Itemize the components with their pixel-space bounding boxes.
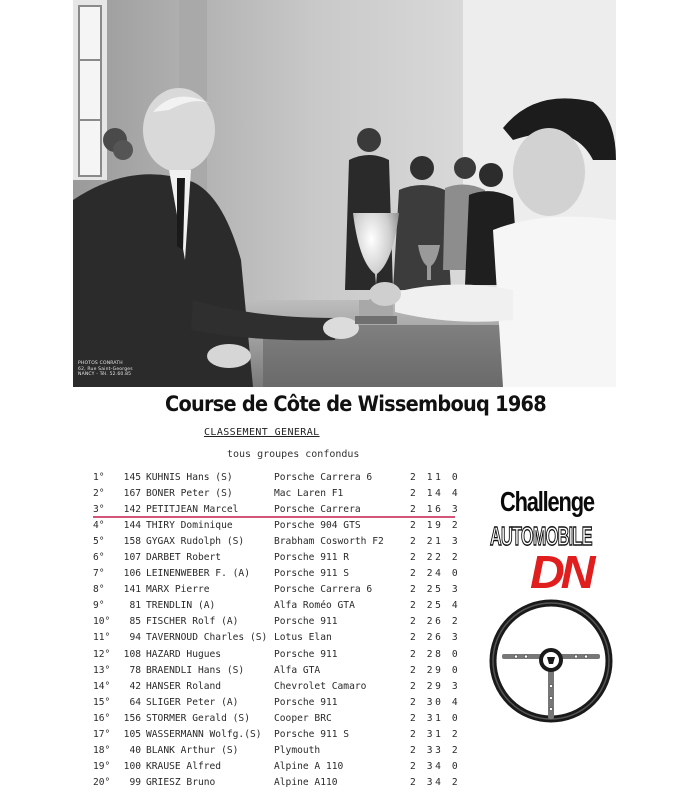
result-time: 2 16 3 <box>410 504 461 516</box>
result-time: 2 11 0 <box>410 472 461 483</box>
section-heading: CLASSEMENT GENERAL <box>204 427 320 438</box>
result-driver: HANSER Roland <box>146 680 222 692</box>
result-car: Cooper BRC <box>274 712 332 724</box>
result-car: Alpine A 110 <box>274 760 344 772</box>
result-number: 167 <box>123 488 141 500</box>
result-time: 2 34 0 <box>410 760 461 772</box>
result-position: 9° <box>93 600 105 612</box>
result-position: 6° <box>93 552 105 564</box>
result-number: 144 <box>123 520 141 532</box>
result-number: 158 <box>123 536 141 548</box>
result-row <box>88 600 468 616</box>
result-car: Porsche 911 S <box>274 728 350 740</box>
result-position: 7° <box>93 568 105 580</box>
result-driver: GYGAX Rudolph (S) <box>146 536 245 548</box>
result-car: Alpine A110 <box>274 776 338 788</box>
result-car: Porsche 911 <box>274 696 338 708</box>
result-time: 2 31 2 <box>410 728 461 740</box>
result-driver: HAZARD Hugues <box>146 648 222 660</box>
result-number: 108 <box>123 648 141 660</box>
result-number: 99 <box>129 776 141 788</box>
logo-challenge-text: Challenge <box>500 486 594 517</box>
result-driver: KRAUSE Alfred <box>146 760 222 772</box>
logo-automobile-text: AUTOMOBILE <box>490 521 592 551</box>
result-position: 11° <box>93 632 111 644</box>
result-position: 8° <box>93 584 105 596</box>
result-driver: WASSERMANN Wolfg.(S) <box>146 728 262 740</box>
result-row <box>88 697 468 713</box>
result-row <box>88 649 468 665</box>
result-row <box>88 761 468 777</box>
result-row <box>88 745 468 761</box>
result-number: 40 <box>129 744 141 756</box>
result-car: Alfa Roméo GTA <box>274 600 355 612</box>
section-subheading: tous groupes confondus <box>227 449 360 460</box>
result-time: 2 28 0 <box>410 648 461 660</box>
result-number: 156 <box>123 712 141 724</box>
result-time: 2 34 2 <box>410 776 461 788</box>
result-row <box>88 616 468 632</box>
result-position: 16° <box>93 712 111 724</box>
result-time: 2 24 0 <box>410 568 461 580</box>
result-driver: FISCHER Rolf (A) <box>146 616 239 628</box>
result-time: 2 21 3 <box>410 536 461 548</box>
result-car: Mac Laren F1 <box>274 488 344 500</box>
result-driver: MARX Pierre <box>146 584 210 596</box>
result-driver: STORMER Gerald (S) <box>146 712 250 724</box>
photo-credit-line: NANCY - Tél. 52.60.85 <box>78 372 132 377</box>
result-time: 2 29 0 <box>410 664 461 676</box>
document-title: Course de Côte de Wissembouq 1968 <box>165 392 546 416</box>
result-number: 81 <box>129 600 141 612</box>
result-position: 5° <box>93 536 105 548</box>
result-car: Porsche 911 <box>274 616 338 628</box>
photo-credit-line: 62, Rue Saint-Georges <box>78 366 133 372</box>
highlight-underline <box>93 516 455 518</box>
result-car: Porsche Carrera 6 <box>274 472 373 483</box>
result-position: 1° <box>93 472 105 483</box>
challenge-automobile-dn-logo <box>472 474 632 744</box>
result-time: 2 26 2 <box>410 616 461 628</box>
results-table <box>88 472 468 793</box>
result-row <box>88 568 468 584</box>
result-number: 64 <box>129 696 141 708</box>
result-driver: BLANK Arthur (S) <box>146 744 239 756</box>
result-row <box>88 713 468 729</box>
result-number: 106 <box>123 568 141 580</box>
result-number: 145 <box>123 472 141 483</box>
result-time: 2 14 4 <box>410 488 461 500</box>
result-position: 3° <box>93 504 105 516</box>
result-position: 19° <box>93 760 111 772</box>
result-driver: TRENDLIN (A) <box>146 600 216 612</box>
result-position: 20° <box>93 776 111 788</box>
result-position: 14° <box>93 680 111 692</box>
result-number: 94 <box>129 632 141 644</box>
result-time: 2 30 4 <box>410 696 461 708</box>
result-driver: BONER Peter (S) <box>146 488 233 500</box>
result-number: 142 <box>123 504 141 516</box>
trophy-photo <box>73 0 616 387</box>
result-position: 17° <box>93 728 111 740</box>
result-position: 4° <box>93 520 105 532</box>
photo-credit <box>78 361 148 378</box>
result-driver: PETITJEAN Marcel <box>146 504 239 516</box>
result-car: Porsche 904 GTS <box>274 520 361 532</box>
result-position: 2° <box>93 488 105 500</box>
result-position: 12° <box>93 648 111 660</box>
result-row <box>88 520 468 536</box>
trophy-ceremony-image <box>73 0 616 387</box>
result-number: 141 <box>123 584 141 596</box>
result-row <box>88 681 468 697</box>
steering-wheel-icon <box>486 596 616 726</box>
result-row <box>88 504 468 520</box>
logo-dn-text: DN <box>530 546 592 598</box>
result-row <box>88 472 468 488</box>
result-time: 2 33 2 <box>410 744 461 756</box>
result-driver: TAVERNOUD Charles (S) <box>146 632 268 644</box>
photo-credit-line: PHOTOS CONRATH <box>78 361 123 366</box>
result-car: Brabham Cosworth F2 <box>274 536 384 548</box>
result-car: Porsche Carrera <box>274 504 361 516</box>
result-number: 107 <box>123 552 141 564</box>
result-row <box>88 584 468 600</box>
result-car: Alfa GTA <box>274 664 321 676</box>
result-driver: DARBET Robert <box>146 552 222 564</box>
result-row <box>88 552 468 568</box>
result-driver: SLIGER Peter (A) <box>146 696 239 708</box>
result-number: 105 <box>123 728 141 740</box>
result-driver: THIRY Dominique <box>146 520 233 532</box>
result-number: 100 <box>123 760 141 772</box>
result-car: Porsche 911 R <box>274 552 350 564</box>
result-car: Porsche 911 S <box>274 568 350 580</box>
result-time: 2 25 3 <box>410 584 461 596</box>
result-row <box>88 729 468 745</box>
result-driver: BRAENDLI Hans (S) <box>146 664 245 676</box>
result-car: Plymouth <box>274 744 321 756</box>
result-number: 85 <box>129 616 141 628</box>
result-car: Porsche 911 <box>274 648 338 660</box>
result-time: 2 19 2 <box>410 520 461 532</box>
result-position: 15° <box>93 696 111 708</box>
result-car: Lotus Elan <box>274 632 332 644</box>
result-row <box>88 488 468 504</box>
result-number: 78 <box>129 664 141 676</box>
result-row <box>88 536 468 552</box>
result-row <box>88 665 468 681</box>
result-position: 18° <box>93 744 111 756</box>
result-row <box>88 632 468 648</box>
result-driver: KUHNIS Hans (S) <box>146 472 233 483</box>
result-driver: LEINENWEBER F. (A) <box>146 568 250 580</box>
result-time: 2 31 0 <box>410 712 461 724</box>
result-time: 2 26 3 <box>410 632 461 644</box>
result-time: 2 22 2 <box>410 552 461 564</box>
result-driver: GRIESZ Bruno <box>146 776 216 788</box>
result-position: 13° <box>93 664 111 676</box>
result-position: 10° <box>93 616 111 628</box>
result-car: Porsche Carrera 6 <box>274 584 373 596</box>
result-time: 2 29 3 <box>410 680 461 692</box>
result-time: 2 25 4 <box>410 600 461 612</box>
result-row <box>88 777 468 793</box>
result-car: Chevrolet Camaro <box>274 680 367 692</box>
result-number: 42 <box>129 680 141 692</box>
